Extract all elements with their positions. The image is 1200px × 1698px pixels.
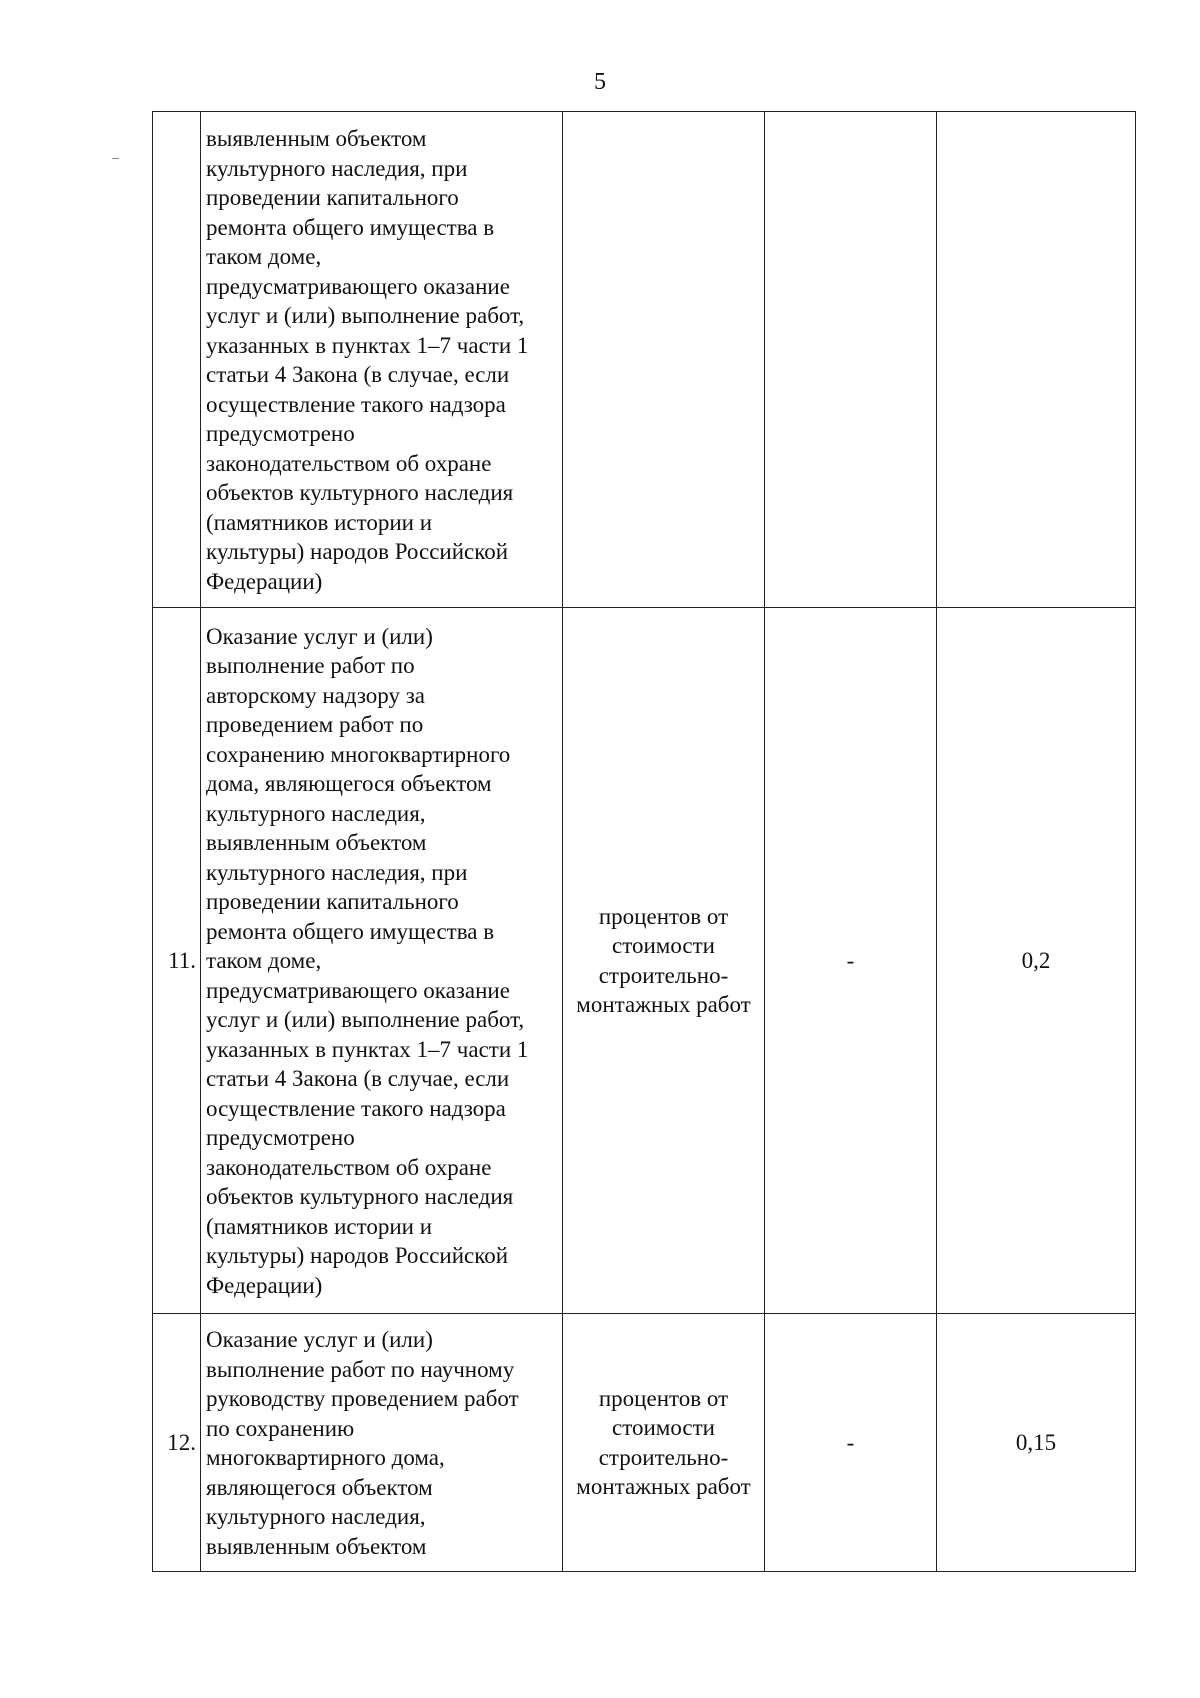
value-cell-2: 0,15 (937, 1314, 1136, 1572)
page-number-text: 5 (594, 69, 606, 95)
unit-cell: процентов от стоимости строительно- монтажных работ (563, 1314, 765, 1572)
service-description: выявленным объектом культурного наследия, при проведении капитального ремонта общего имущества в таком доме, предусматривающего оказание услуг и (или) выполнение работ, указанных в пунктах 1–7 части 1 статьи 4 Закона (в случае, если осуществление такого надзора предусмотрено законодательством об охране объектов культурного наследия (памятников истории и культуры) народов Российской Федерации) (201, 112, 563, 608)
row-number (153, 112, 201, 608)
scan-mark (112, 158, 119, 159)
value-cell-1 (765, 112, 937, 608)
unit-cell (563, 112, 765, 608)
unit-cell: процентов от стоимости строительно- монтажных работ (563, 608, 765, 1314)
table-row (153, 1314, 1136, 1572)
row-number: 12. (153, 1314, 201, 1572)
value-cell-2 (937, 112, 1136, 608)
table-row (153, 608, 1136, 1314)
tariff-table (152, 111, 1136, 1572)
row-number: 11. (153, 608, 201, 1314)
value-cell-2: 0,2 (937, 608, 1136, 1314)
page-number (0, 70, 1200, 94)
service-description: Оказание услуг и (или) выполнение работ по авторскому надзору за проведением работ по сохранению многоквартирного дома, являющегося объектом культурного наследия, выявленным объектом культурного наследия, при проведении капитального ремонта общего имущества в таком доме, предусматривающего оказание услуг и (или) выполнение работ, указанных в пунктах 1–7 части 1 статьи 4 Закона (в случае, если осуществление такого надзора предусмотрено законодательством об охране объектов культурного наследия (памятников истории и культуры) народов Российской Федерации) (201, 608, 563, 1314)
value-cell-1: - (765, 608, 937, 1314)
table-row (153, 112, 1136, 608)
value-cell-1: - (765, 1314, 937, 1572)
service-description: Оказание услуг и (или) выполнение работ по научному руководству проведением работ по сохранению многоквартирного дома, являющегося объектом культурного наследия, выявленным объектом (201, 1314, 563, 1572)
